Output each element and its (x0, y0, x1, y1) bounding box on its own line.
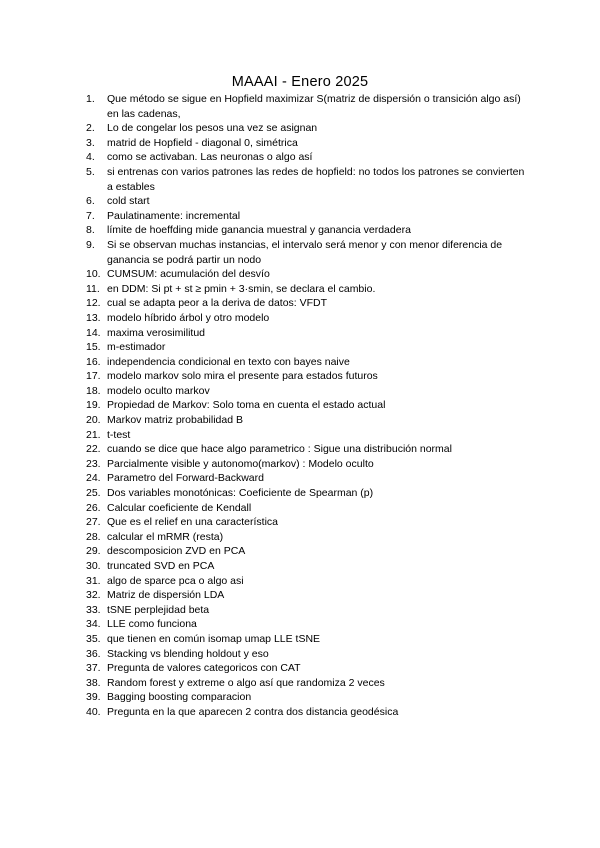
list-item (86, 428, 526, 443)
list-item-number: 35. (86, 632, 101, 645)
list-item-number: 39. (86, 691, 101, 704)
list-item-text: maxima verosimilitud (107, 326, 206, 339)
list-item (86, 369, 526, 384)
list-item (86, 457, 526, 472)
list-item (86, 223, 526, 238)
list-item-text: que tienen en común isomap umap LLE tSNE (107, 632, 321, 645)
list-item-number: 11. (86, 282, 100, 295)
list-item-text: Stacking vs blending holdout y eso (107, 647, 269, 660)
list-item (86, 486, 526, 501)
list-item (86, 603, 526, 618)
list-item (86, 442, 526, 457)
list-item-text: como se activaban. Las neuronas o algo así (107, 151, 313, 164)
list-item (86, 282, 526, 297)
list-item (86, 632, 526, 647)
list-item-number: 22. (86, 443, 101, 456)
list-item-text: LLE como funciona (107, 618, 197, 631)
list-item-text: independencia condicional en texto con bayes naive (107, 355, 350, 368)
list-item-text: Paulatinamente: incremental (107, 209, 241, 222)
list-item (86, 150, 526, 165)
list-item-number: 24. (86, 472, 101, 485)
list-item-text: si entrenas con varios patrones las redes de hopfield: no todos los patrones se convierten a estables (107, 165, 525, 193)
list-item (86, 705, 526, 720)
question-list (86, 92, 526, 720)
list-item-text: Que es el relief en una característica (107, 516, 279, 529)
list-item-text: Markov matriz probabilidad B (107, 414, 243, 427)
list-item-number: 34. (86, 618, 101, 631)
list-item (86, 355, 526, 370)
list-item-text: Pregunta de valores categoricos con CAT (107, 662, 301, 675)
list-item-number: 4. (86, 151, 95, 164)
list-item-text: Si se observan muchas instancias, el intervalo será menor y con menor diferencia de ganancia se podrá partir un nodo (107, 238, 503, 266)
list-item-number: 37. (86, 662, 101, 675)
list-item-number: 30. (86, 560, 101, 572)
list-item (86, 209, 526, 224)
list-item-text: Propiedad de Markov: Solo toma en cuenta el estado actual (107, 399, 386, 412)
list-item-text: Calcular coeficiente de Kendall (107, 501, 252, 514)
list-item (86, 471, 526, 486)
list-item-number: 8. (86, 224, 95, 237)
list-item-text: matrid de Hopfield - diagonal 0, simétrica (107, 136, 298, 149)
list-item-number: 20. (86, 414, 101, 427)
list-item (86, 296, 526, 311)
list-item-number: 23. (86, 457, 101, 470)
list-item-text: cold start (107, 195, 150, 208)
list-item-text: en DDM: Si pt + st ≥ pmin + 3·smin, se declara el cambio. (107, 282, 376, 295)
list-item-number: 5. (86, 165, 95, 178)
list-item-number: 12. (86, 297, 101, 310)
list-item-number: 21. (86, 428, 101, 441)
list-item-text: calcular el mRMR (resta) (107, 530, 224, 543)
list-item (86, 398, 526, 413)
list-item-text: Parametro del Forward-Backward (107, 472, 264, 485)
list-item-number: 40. (86, 705, 101, 718)
list-item-number: 25. (86, 487, 101, 500)
list-item (86, 574, 526, 589)
list-item-number: 17. (86, 370, 101, 383)
list-item-text: modelo markov solo mira el presente para estados futuros (107, 370, 378, 383)
list-item (86, 165, 526, 194)
list-item (86, 661, 526, 676)
list-item-number: 36. (86, 647, 101, 660)
list-item (86, 92, 526, 121)
list-item (86, 267, 526, 282)
list-item-text: CUMSUM: acumulación del desvío (107, 268, 270, 281)
list-item (86, 311, 526, 326)
list-item (86, 544, 526, 559)
list-item-text: modelo híbrido árbol y otro modelo (107, 311, 270, 324)
list-item-number: 10. (86, 268, 101, 281)
list-item-number: 7. (86, 209, 95, 222)
list-item (86, 340, 526, 355)
list-item-text: descomposicion ZVD en PCA (107, 545, 246, 558)
list-item-text: m-estimador (107, 341, 166, 354)
list-item-number: 27. (86, 516, 101, 529)
list-item-number: 31. (86, 574, 101, 587)
list-item-text: tSNE perplejidad beta (107, 603, 210, 616)
list-item-text: Pregunta en la que aparecen 2 contra dos distancia geodésica (107, 705, 399, 718)
list-item (86, 559, 526, 574)
list-item-number: 28. (86, 530, 101, 543)
list-item-number: 16. (86, 355, 101, 368)
list-item-number: 15. (86, 341, 101, 354)
list-item (86, 588, 526, 603)
document-title: MAAAI - Enero 2025 (231, 74, 369, 90)
list-item (86, 530, 526, 545)
list-item-number: 2. (86, 122, 95, 135)
list-item-number: 1. (86, 93, 95, 105)
list-item (86, 676, 526, 691)
list-item-number: 19. (86, 399, 101, 412)
list-item-text: límite de hoeffding mide ganancia muestral y ganancia verdadera (107, 224, 411, 237)
list-item (86, 384, 526, 399)
list-item (86, 501, 526, 516)
list-item-text: cuando se dice que hace algo parametrico : Sigue una distribución normal (107, 443, 452, 456)
list-item-text: Random forest y extreme o algo así que randomiza 2 veces (107, 676, 385, 689)
list-item-number: 29. (86, 545, 101, 558)
list-item-number: 14. (86, 326, 101, 339)
list-item-text: Matriz de dispersión LDA (107, 589, 225, 602)
list-item-number: 13. (86, 311, 101, 324)
list-item (86, 121, 526, 136)
list-item-number: 9. (86, 238, 95, 251)
list-item-number: 3. (86, 136, 95, 149)
list-item-text: modelo oculto markov (107, 384, 210, 397)
list-item (86, 238, 526, 267)
list-item (86, 413, 526, 428)
list-item (86, 690, 526, 705)
list-item-text: cual se adapta peor a la deriva de datos: VFDT (107, 297, 328, 310)
list-item-number: 18. (86, 384, 101, 397)
list-item-number: 6. (86, 195, 95, 208)
list-item-text: truncated SVD en PCA (107, 560, 215, 572)
list-item (86, 326, 526, 341)
list-item-text: algo de sparce pca o algo asi (107, 574, 244, 587)
list-item-text: Lo de congelar los pesos una vez se asignan (107, 122, 318, 135)
list-item-text: Que método se sigue en Hopfield maximizar S(matriz de dispersión o transición algo así) en las cadenas, (107, 93, 521, 120)
list-item-text: t-test (107, 428, 131, 441)
list-item (86, 617, 526, 632)
list-item-number: 32. (86, 589, 101, 602)
list-item (86, 515, 526, 530)
list-item-text: Bagging boosting comparacion (107, 691, 252, 704)
list-item-text: Dos variables monotónicas: Coeficiente de Spearman (p) (107, 487, 374, 500)
list-item-number: 38. (86, 676, 101, 689)
list-item (86, 136, 526, 151)
list-item (86, 194, 526, 209)
list-item-number: 33. (86, 603, 101, 616)
list-item-number: 26. (86, 501, 101, 514)
list-item-text: Parcialmente visible y autonomo(markov) : Modelo oculto (107, 457, 374, 470)
list-item (86, 647, 526, 662)
